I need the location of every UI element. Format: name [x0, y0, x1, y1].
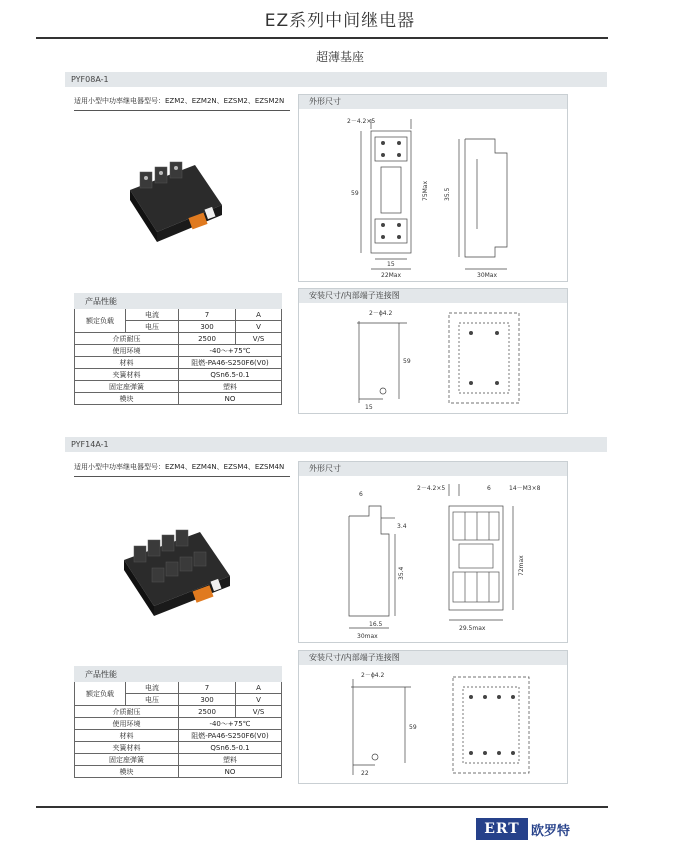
mount-label: 59 [403, 358, 411, 365]
clamp-value: QSn6.5-0.1 [179, 369, 282, 381]
brand-logo [476, 818, 596, 840]
env-value: -40～+75℃ [179, 718, 282, 730]
applicable-models [74, 96, 290, 111]
spring-value: 塑料 [179, 754, 282, 766]
mounting-panel [298, 288, 568, 414]
mounting-title: 安装尺寸/内部端子连接图 [299, 651, 567, 665]
mount-label: 59 [409, 724, 417, 731]
voltage-label: 电压 [126, 321, 179, 333]
bottom-divider [36, 806, 608, 808]
spring-value: 塑料 [179, 381, 282, 393]
mounting-drawing [299, 665, 567, 783]
dielectric-value: 2500 [179, 333, 236, 345]
relay-socket-photo [110, 150, 230, 260]
dim-label: 30max [357, 633, 378, 640]
applicable-underline [74, 110, 290, 111]
dim-label: 35.5 [444, 187, 451, 201]
clamp-label: 夹簧材料 [75, 369, 179, 381]
spring-label: 固定座弹簧 [75, 754, 179, 766]
dim-label: 14－M3×8 [509, 485, 541, 492]
dim-label: 72max [518, 555, 525, 576]
current-label: 电流 [126, 682, 179, 694]
spec-header: 产品性能 [75, 294, 282, 309]
env-label: 使用环境 [75, 718, 179, 730]
page-subtitle: 超薄基座 [315, 50, 364, 64]
dimensions-panel [298, 461, 568, 643]
current-value: 7 [179, 309, 236, 321]
mount-label: 15 [365, 404, 373, 411]
env-label: 使用环境 [75, 345, 179, 357]
model-bar-pyf08a: PYF08A-1 [65, 72, 607, 87]
mount-label: 22 [361, 770, 369, 777]
material-value: 阻燃-PA46-S250F6(V0) [179, 357, 282, 369]
current-label: 电流 [126, 309, 179, 321]
dielectric-label: 介质耐压 [75, 706, 179, 718]
dim-label: 35.4 [398, 566, 405, 580]
dimension-drawing [299, 109, 567, 281]
mounting-title: 安装尺寸/内部端子连接图 [299, 289, 567, 303]
voltage-value: 300 [179, 321, 236, 333]
mounting-drawing [299, 303, 567, 413]
model-bar-pyf14a: PYF14A-1 [65, 437, 607, 452]
current-value: 7 [179, 682, 236, 694]
module-value: NO [179, 393, 282, 405]
relay-socket-photo [110, 520, 240, 630]
mount-label: 2－ϕ4.2 [369, 310, 393, 317]
applicable-underline [74, 476, 290, 477]
dim-label: 6 [359, 491, 363, 498]
material-label: 材料 [75, 357, 179, 369]
voltage-value: 300 [179, 694, 236, 706]
applicable-text: 适用小型中功率继电器型号：EZM4、EZM4N、EZSM4、EZSM4N [74, 463, 285, 471]
dielectric-value: 2500 [179, 706, 236, 718]
dim-label: 2－4.2×5 [347, 118, 376, 125]
applicable-text: 适用小型中功率继电器型号：EZM2、EZM2N、EZSM2、EZSM2N [74, 97, 285, 105]
module-label: 模块 [75, 766, 179, 778]
module-value: NO [179, 766, 282, 778]
module-label: 模块 [75, 393, 179, 405]
dimensions-panel [298, 94, 568, 282]
env-value: -40～+75℃ [179, 345, 282, 357]
dim-label: 2－4.2×5 [417, 485, 446, 492]
mounting-panel [298, 650, 568, 784]
dim-label: 75Max [422, 180, 429, 201]
spec-table [74, 293, 282, 405]
rated-load-label: 额定负载 [75, 309, 126, 333]
clamp-label: 夹簧材料 [75, 742, 179, 754]
dim-label: 29.5max [459, 625, 486, 632]
spec-table [74, 666, 282, 778]
dimensions-title: 外形尺寸 [299, 95, 567, 109]
logo-text: 欧罗特 [531, 824, 571, 839]
applicable-models [74, 462, 290, 477]
current-unit: A [236, 682, 282, 694]
dimensions-title: 外形尺寸 [299, 462, 567, 476]
dim-label: 59 [351, 190, 359, 197]
dielectric-unit: V/S [236, 706, 282, 718]
clamp-value: QSn6.5-0.1 [179, 742, 282, 754]
voltage-unit: V [236, 694, 282, 706]
dielectric-label: 介质耐压 [75, 333, 179, 345]
dim-label: 30Max [477, 272, 498, 279]
dim-label: 22Max [381, 272, 402, 279]
dimension-drawing [299, 476, 567, 642]
dim-label: 16.5 [369, 621, 383, 628]
voltage-label: 电压 [126, 694, 179, 706]
spec-header: 产品性能 [75, 667, 282, 682]
current-unit: A [236, 309, 282, 321]
dim-label: 3.4 [397, 523, 407, 530]
logo-mark: ERT [476, 818, 528, 840]
material-value: 阻燃-PA46-S250F6(V0) [179, 730, 282, 742]
spring-label: 固定座弹簧 [75, 381, 179, 393]
material-label: 材料 [75, 730, 179, 742]
page-title: EZ系列中间继电器 [264, 11, 416, 31]
rated-load-label: 额定负载 [75, 682, 126, 706]
dielectric-unit: V/S [236, 333, 282, 345]
dim-label: 6 [487, 485, 491, 492]
voltage-unit: V [236, 321, 282, 333]
top-divider [36, 37, 608, 39]
mount-label: 2－ϕ4.2 [361, 672, 385, 679]
dim-label: 15 [387, 261, 395, 268]
